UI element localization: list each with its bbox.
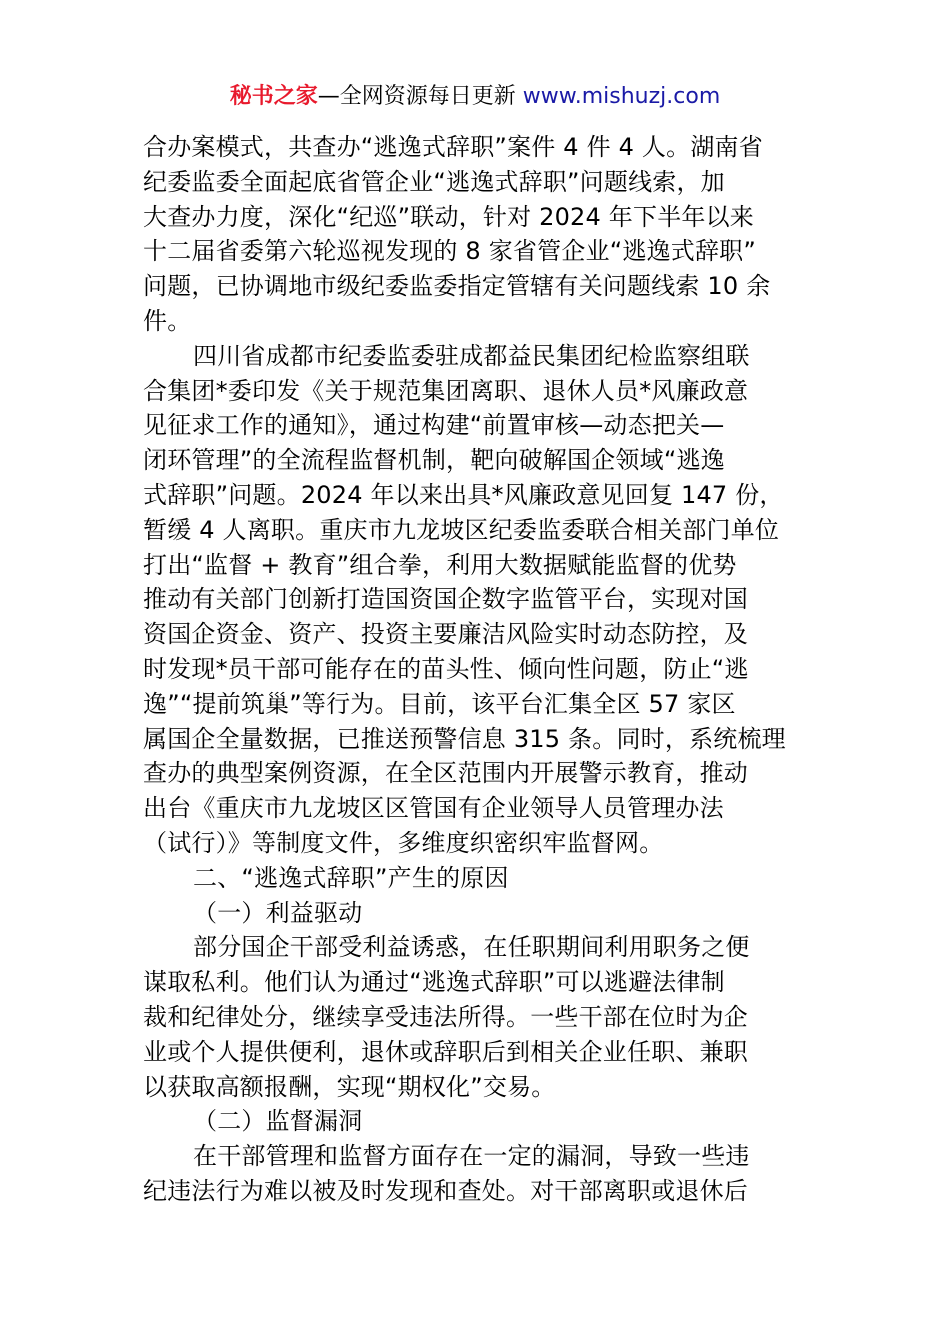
text-line: 闭环管理”的全流程监督机制，靶向破解国企领域“逃逸 <box>143 446 725 475</box>
text-line: （试行）》等制度文件，多维度织密织牢监督网。 <box>143 828 664 857</box>
text-line: 逸”“提前筑巢”等行为。目前，该平台汇集全区 57 家区 <box>143 689 736 718</box>
text-line: 大查办力度，深化“纪巡”联动，针对 2024 年下半年以来 <box>143 202 755 231</box>
text-line: 查办的典型案例资源，在全区范围内开展警示教育，推动 <box>143 759 748 788</box>
section-heading: 二、“逃逸式辞职”产生的原因 <box>193 863 509 892</box>
text-line: 推动有关部门创新打造国资国企数字监管平台，实现对国 <box>143 585 748 614</box>
document-body <box>143 130 807 1209</box>
paragraph-start-line: 在干部管理和监督方面存在一定的漏洞，导致一些违 <box>193 1142 750 1171</box>
text-line: 时发现*员干部可能存在的苗头性、倾向性问题，防止“逃 <box>143 654 749 683</box>
text-line: 暂缓 4 人离职。重庆市九龙坡区纪委监委联合相关部门单位 <box>143 515 780 544</box>
text-line: 以获取高额报酬，实现“期权化”交易。 <box>143 1072 556 1101</box>
text-line: 纪违法行为难以被及时发现和查处。对干部离职或退休后 <box>143 1176 748 1205</box>
text-line: 合集团*委印发《关于规范集团离职、退休人员*风廉政意 <box>143 376 749 405</box>
text-line: 谋取私利。他们认为通过“逃逸式辞职”可以逃避法律制 <box>143 968 725 997</box>
text-line: 资国企资金、资产、投资主要廉洁风险实时动态防控，及 <box>143 620 748 649</box>
text-line: 合办案模式，共查办“逃逸式辞职”案件 4 件 4 人。湖南省 <box>143 133 763 161</box>
text-line: 式辞职”问题。2024 年以来出具*风廉政意见回复 147 份， <box>143 480 784 509</box>
site-url-link[interactable]: www.mishuzj.com <box>522 84 721 109</box>
subsection-heading: （一）利益驱动 <box>193 898 363 927</box>
text-line: 见征求工作的通知》，通过构建“前置审核—动态把关— <box>143 411 725 440</box>
text-line: 属国企全量数据，已推送预警信息 315 条。同时，系统梳理 <box>143 724 786 753</box>
text-line: 裁和纪律处分，继续享受违法所得。一些干部在位时为企 <box>143 1002 748 1031</box>
site-brand-name: 秘书之家 <box>229 84 318 109</box>
paragraph-start-line: 部分国企干部受利益诱惑，在任职期间利用职务之便 <box>193 933 750 962</box>
text-line: 纪委监委全面起底省管企业“逃逸式辞职”问题线索，加 <box>143 167 725 196</box>
text-line: 件。 <box>143 306 192 335</box>
site-slogan: —全网资源每日更新 <box>317 84 523 109</box>
text-line: 打出“监督 + 教育”组合拳，利用大数据赋能监督的优势 <box>143 550 737 579</box>
paragraph-start-line: 四川省成都市纪委监委驻成都益民集团纪检监察组联 <box>193 341 750 370</box>
site-header <box>0 80 950 114</box>
text-line: 业或个人提供便利，退休或辞职后到相关企业任职、兼职 <box>143 1037 748 1066</box>
text-line: 十二届省委第六轮巡视发现的 8 家省管企业“逃逸式辞职” <box>143 237 756 266</box>
text-line: 出台《重庆市九龙坡区区管国有企业领导人员管理办法 <box>143 794 724 823</box>
text-line: 问题，已协调地市级纪委监委指定管辖有关问题线索 10 余 <box>143 272 771 301</box>
subsection-heading: （二）监督漏洞 <box>193 1107 363 1136</box>
